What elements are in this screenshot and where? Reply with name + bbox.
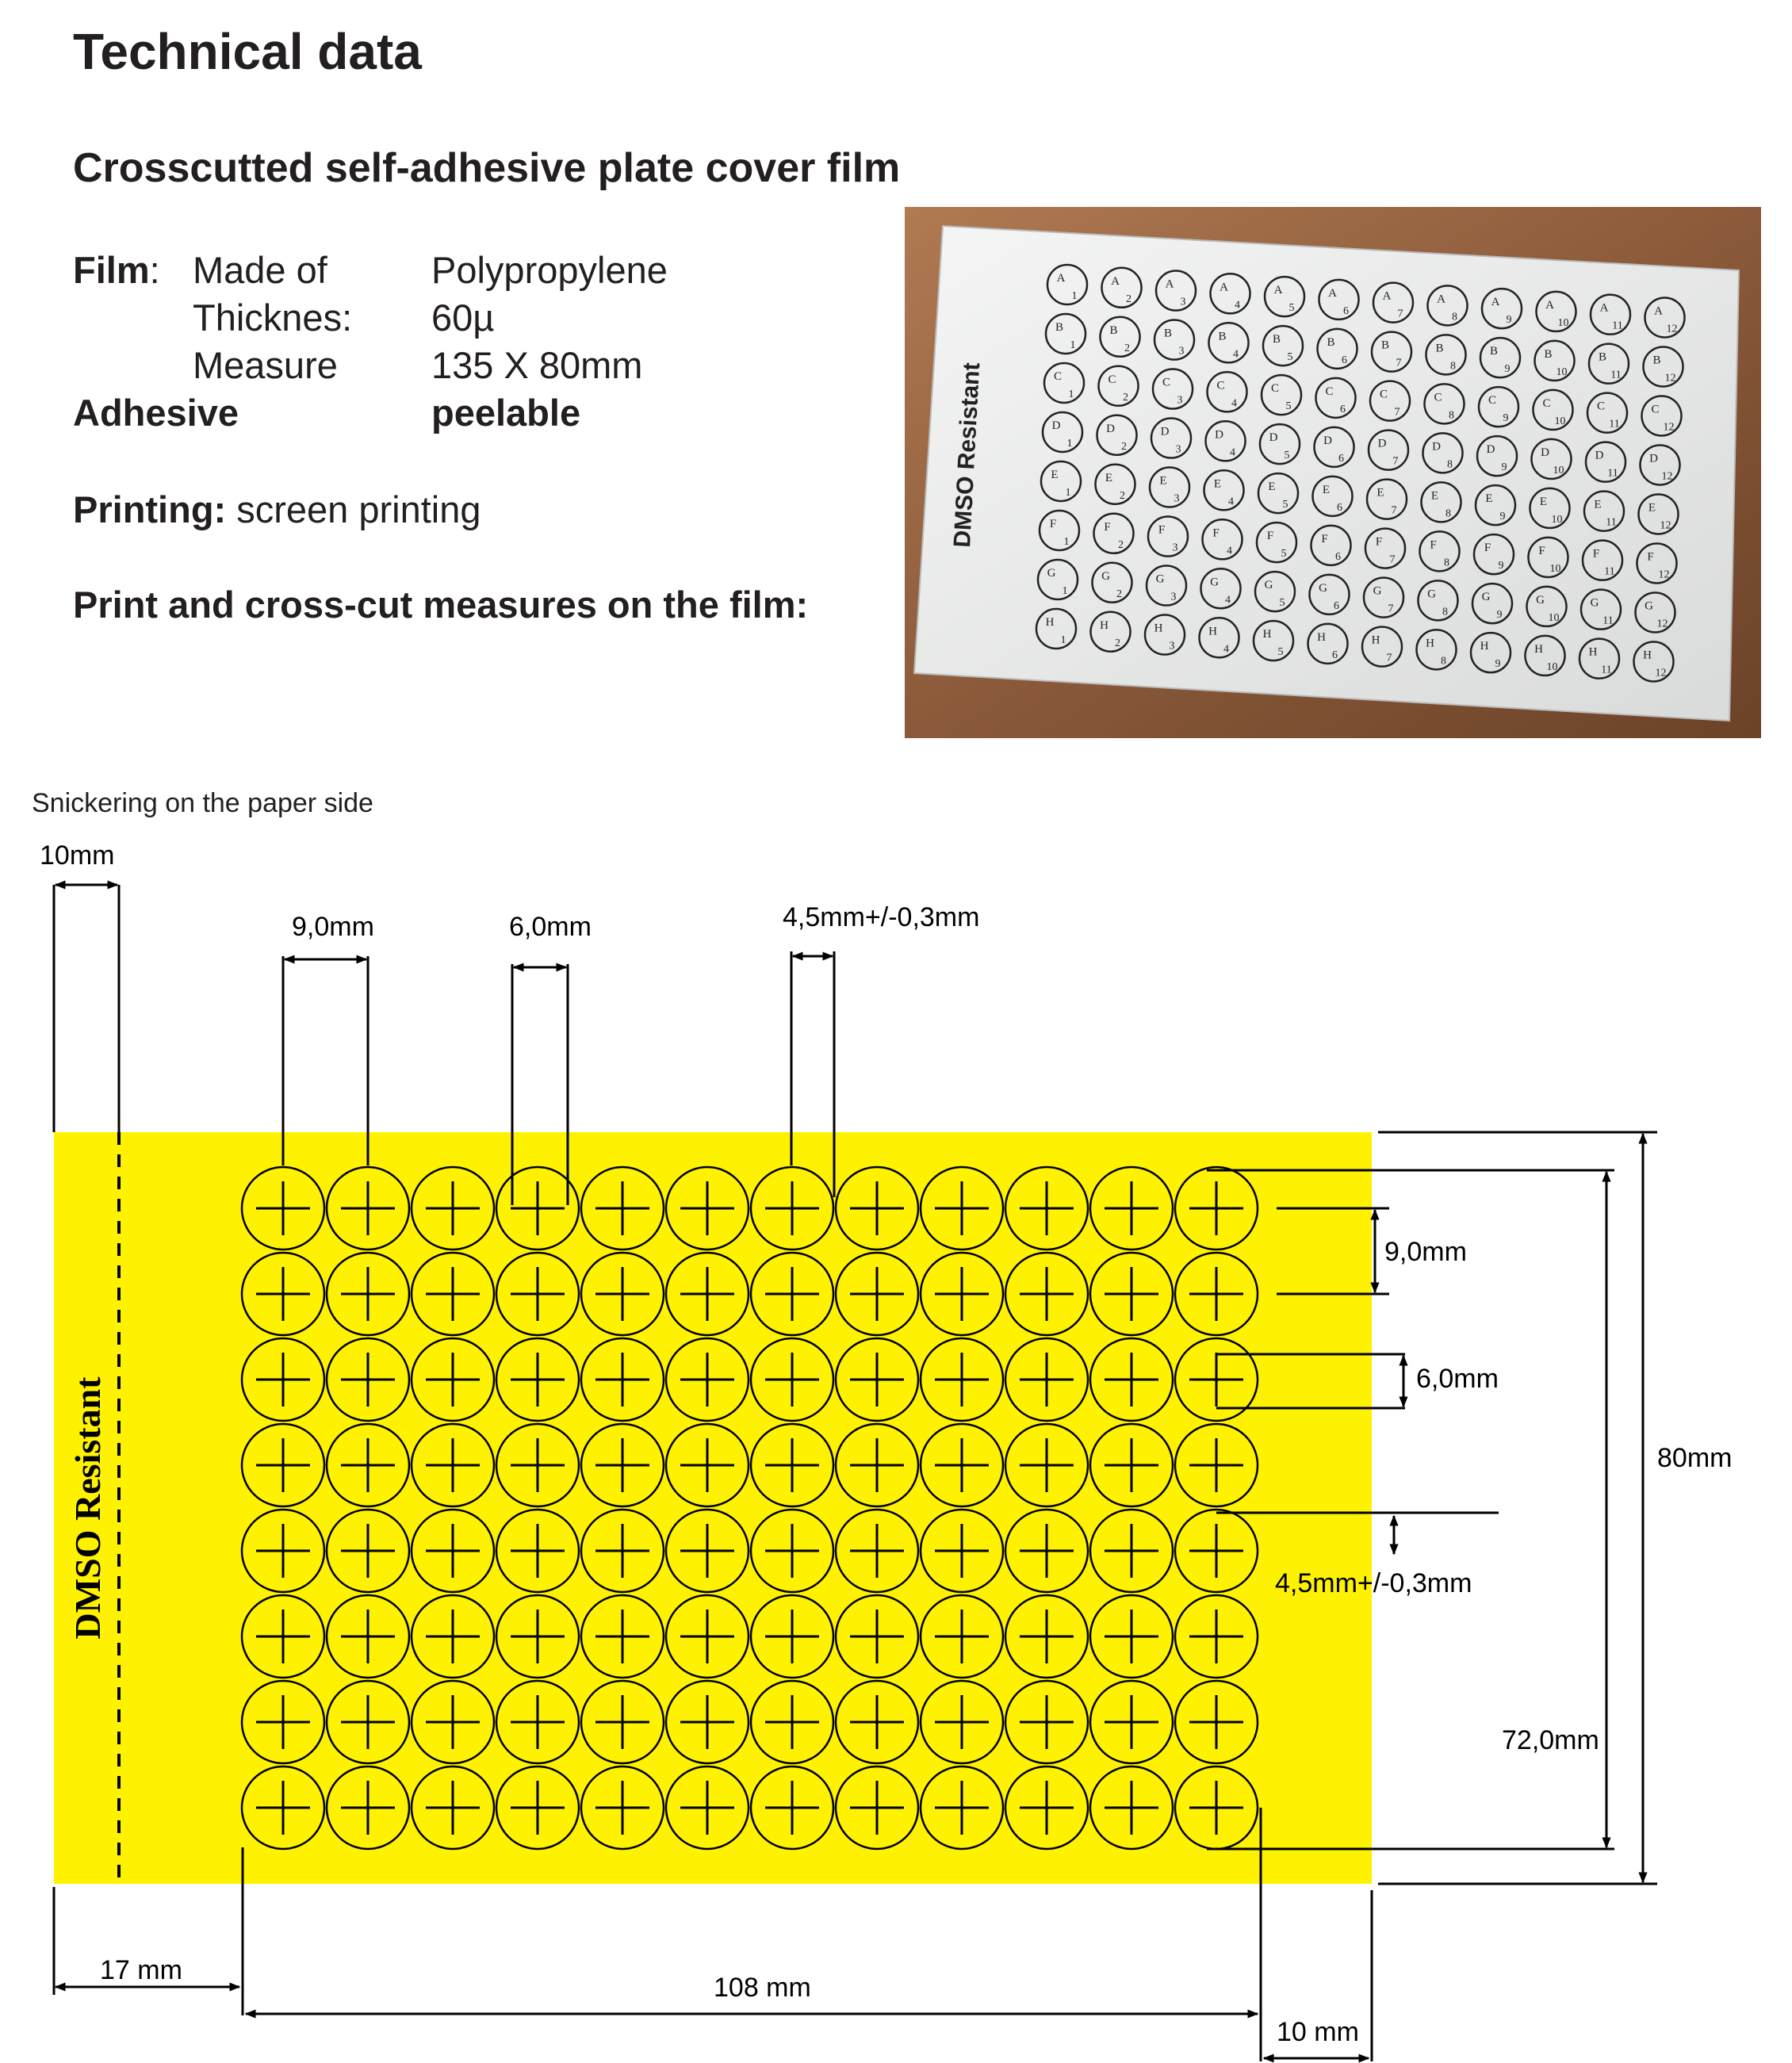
photo-well-row-label: H xyxy=(1588,645,1598,659)
photo-well-column-label: 4 xyxy=(1225,594,1231,607)
photo-well-column-label: 5 xyxy=(1285,400,1292,413)
photo-well-row-label: A xyxy=(1165,277,1174,291)
photo-well-column-label: 11 xyxy=(1601,664,1612,676)
photo-well-row-label: E xyxy=(1322,483,1331,496)
photo-well-column-label: 4 xyxy=(1231,397,1237,410)
photo-well-column-label: 5 xyxy=(1279,597,1285,610)
photo-well-column-label: 2 xyxy=(1124,342,1130,354)
photo-well-row-label: D xyxy=(1215,428,1223,442)
photo-well-row-label: F xyxy=(1592,547,1600,561)
photo-well-column-label: 2 xyxy=(1123,391,1128,404)
photo-well-column-label: 6 xyxy=(1335,550,1341,563)
photo-well-row-label: C xyxy=(1162,376,1171,389)
product-subtitle: Crosscutted self-adhesive plate cover film xyxy=(73,145,901,191)
photo-well-column-label: 3 xyxy=(1174,492,1180,505)
photo-well-row-label: B xyxy=(1055,321,1064,334)
photo-well-column-label: 1 xyxy=(1066,438,1073,450)
photo-well-column-label: 10 xyxy=(1549,562,1561,575)
photo-well-column-label: 9 xyxy=(1503,412,1509,425)
photo-well-column-label: 11 xyxy=(1610,369,1622,381)
dim-pitch-horizontal-label: 9,0mm xyxy=(292,912,374,942)
photo-well-row-label: G xyxy=(1373,584,1382,598)
photo-well-row-label: D xyxy=(1541,446,1549,459)
photo-well-column-label: 6 xyxy=(1332,649,1338,661)
printing-value: screen printing xyxy=(236,488,481,530)
photo-well-row-label: E xyxy=(1213,477,1222,491)
photo-well-row-label: B xyxy=(1435,342,1444,355)
photo-well-row-label: H xyxy=(1154,622,1163,635)
photo-well-column-label: 8 xyxy=(1452,311,1457,323)
photo-well-row-label: C xyxy=(1542,396,1551,410)
photo-well-column-label: 4 xyxy=(1227,545,1232,557)
photo-well-row-label: F xyxy=(1647,550,1654,564)
photo-well-row-label: F xyxy=(1049,518,1057,530)
photo-well-row-label: F xyxy=(1104,520,1111,534)
photo-well-column-label: 6 xyxy=(1338,452,1344,465)
photo-well-row-label: B xyxy=(1598,350,1607,364)
photo-well-column-label: 7 xyxy=(1386,652,1392,664)
thickness-value: 60µ xyxy=(431,297,495,339)
photo-well-row-label: H xyxy=(1262,628,1272,641)
photo-well-row-label: C xyxy=(1108,373,1116,386)
photo-well-row-label: D xyxy=(1269,431,1278,445)
photo-well-column-label: 7 xyxy=(1388,603,1394,615)
photo-well-column-label: 12 xyxy=(1663,421,1675,434)
photo-well-column-label: 5 xyxy=(1282,499,1288,511)
photo-well-row-label: G xyxy=(1264,579,1273,592)
photo-well-row-label: H xyxy=(1534,642,1543,656)
photo-well-row-label: E xyxy=(1594,498,1602,511)
photo-well-column-label: 10 xyxy=(1553,464,1564,477)
photo-well-row-label: D xyxy=(1051,419,1061,432)
photo-well-column-label: 1 xyxy=(1071,290,1078,302)
photo-well-column-label: 5 xyxy=(1281,548,1287,561)
photo-well-column-label: 7 xyxy=(1394,406,1400,419)
photo-well-column-label: 8 xyxy=(1450,360,1456,373)
photo-well-row-label: C xyxy=(1379,388,1388,401)
photo-well-row-label: F xyxy=(1375,535,1383,549)
thickness-label: Thicknes: xyxy=(193,297,353,339)
photo-well-column-label: 11 xyxy=(1607,467,1618,480)
photo-well-row-label: A xyxy=(1437,293,1445,306)
photo-well-row-label: E xyxy=(1051,469,1059,481)
adhesive-value: peelable xyxy=(431,392,581,434)
photo-well-column-label: 9 xyxy=(1501,461,1507,474)
photo-well-row-label: E xyxy=(1159,474,1167,488)
photo-well-row-label: G xyxy=(1210,576,1219,589)
photo-well-row-label: H xyxy=(1371,633,1380,647)
photo-well-row-label: E xyxy=(1539,495,1548,508)
dim-right-margin-label: 10 mm xyxy=(1277,2017,1359,2047)
photo-well-row-label: A xyxy=(1491,296,1500,309)
photo-well-row-label: C xyxy=(1216,379,1225,392)
photo-well-column-label: 8 xyxy=(1445,507,1451,520)
photo-well-column-label: 9 xyxy=(1504,363,1511,376)
photo-well-column-label: 3 xyxy=(1178,345,1185,358)
photo-well-row-label: D xyxy=(1106,422,1115,435)
photo-well-column-label: 1 xyxy=(1065,487,1071,499)
photo-well-column-label: 12 xyxy=(1655,667,1667,679)
photo-well-row-label: H xyxy=(1426,637,1434,650)
photo-well-column-label: 1 xyxy=(1070,339,1076,351)
photo-well-column-label: 10 xyxy=(1556,366,1568,378)
photo-well-row-label: G xyxy=(1155,572,1165,586)
photo-well-column-label: 7 xyxy=(1389,553,1396,566)
photo-well-column-label: 6 xyxy=(1340,403,1346,415)
photo-well-row-label: A xyxy=(1654,304,1663,318)
drawing-side-label: DMSO Resistant xyxy=(67,1376,108,1640)
snickering-note: Snickering on the paper side xyxy=(32,788,373,818)
photo-well-column-label: 5 xyxy=(1287,351,1293,364)
photo-well-column-label: 5 xyxy=(1284,450,1290,462)
photo-well-row-label: E xyxy=(1648,501,1656,515)
dim-grid-width-label: 108 mm xyxy=(714,1973,811,2003)
photo-well-column-label: 2 xyxy=(1115,637,1120,649)
dim-right-margin xyxy=(1264,1890,1372,2061)
photo-well-row-label: C xyxy=(1651,403,1660,416)
dim-snick-width-label: 10mm xyxy=(40,840,115,871)
photo-well-column-label: 3 xyxy=(1170,591,1177,603)
photo-well-column-label: 1 xyxy=(1062,585,1068,597)
photo-well-row-label: C xyxy=(1434,391,1442,404)
photo-well-column-label: 1 xyxy=(1060,634,1066,646)
measure-value: 135 X 80mm xyxy=(431,344,643,386)
photo-well-column-label: 10 xyxy=(1557,316,1569,329)
dim-pitch-vertical-label: 9,0mm xyxy=(1384,1237,1467,1267)
yellow-film xyxy=(54,1132,1372,1884)
made-of-value: Polypropylene xyxy=(431,249,668,291)
photo-well-column-label: 2 xyxy=(1126,293,1131,305)
photo-well-row-label: B xyxy=(1109,323,1118,337)
photo-well-column-label: 11 xyxy=(1612,320,1623,332)
photo-well-column-label: 1 xyxy=(1063,536,1070,548)
photo-well-row-label: H xyxy=(1100,618,1109,632)
film-label: Film xyxy=(73,249,150,291)
photo-well-row-label: F xyxy=(1538,544,1545,557)
photo-well-row-label: G xyxy=(1101,569,1110,583)
photo-well-row-label: F xyxy=(1212,526,1220,540)
photo-well-column-label: 9 xyxy=(1499,511,1506,523)
photo-well-column-label: 3 xyxy=(1180,296,1186,308)
photo-well-row-label: G xyxy=(1645,599,1653,613)
photo-well-row-label: C xyxy=(1596,400,1606,413)
photo-well-column-label: 9 xyxy=(1506,314,1512,327)
photo-well-column-label: 2 xyxy=(1116,588,1122,600)
photo-well-column-label: 10 xyxy=(1551,513,1563,526)
photo-well-row-label: B xyxy=(1380,339,1390,352)
photo-well-column-label: 7 xyxy=(1392,455,1399,468)
photo-well-row-label: F xyxy=(1430,538,1437,552)
photo-well-row-label: A xyxy=(1273,284,1283,297)
photo-well-row-label: D xyxy=(1323,434,1332,447)
photo-well-column-label: 7 xyxy=(1396,357,1402,369)
photo-well-column-label: 4 xyxy=(1235,299,1240,312)
photo-well-column-label: 2 xyxy=(1118,538,1124,551)
photo-well-row-label: H xyxy=(1045,616,1055,629)
photo-well-column-label: 7 xyxy=(1391,504,1397,517)
photo-well-column-label: 3 xyxy=(1177,394,1183,407)
photo-well-row-label: A xyxy=(1220,281,1228,294)
photo-well-row-label: D xyxy=(1486,443,1495,457)
photo-well-column-label: 4 xyxy=(1230,446,1235,459)
photo-well-column-label: 5 xyxy=(1277,646,1284,659)
photo-well-column-label: 12 xyxy=(1660,519,1671,532)
dim-diameter-horizontal-label: 6,0mm xyxy=(509,912,592,942)
photo-well-column-label: 8 xyxy=(1442,606,1448,618)
photo-well-row-label: B xyxy=(1272,333,1281,346)
photo-well-column-label: 8 xyxy=(1441,655,1446,668)
photo-well-column-label: 3 xyxy=(1169,640,1175,653)
photo-well-column-label: 5 xyxy=(1288,302,1295,315)
photo-well-column-label: 3 xyxy=(1175,443,1181,456)
dim-gap-horizontal-label: 4,5mm+/-0,3mm xyxy=(783,902,980,932)
photo-well-column-label: 9 xyxy=(1498,560,1504,572)
dim-diameter-vertical-label: 6,0mm xyxy=(1416,1364,1499,1394)
photo-well-column-label: 6 xyxy=(1342,354,1347,366)
photo-well-column-label: 10 xyxy=(1554,415,1566,427)
photo-well-row-label: B xyxy=(1652,354,1661,367)
dim-snick-width xyxy=(40,840,119,1132)
photo-well-row-label: A xyxy=(1599,301,1609,315)
photo-well-row-label: B xyxy=(1163,327,1173,340)
photo-well-row-label: D xyxy=(1432,440,1441,454)
photo-well-row-label: H xyxy=(1480,640,1489,653)
photo-well-column-label: 4 xyxy=(1228,496,1234,508)
photo-well-column-label: 12 xyxy=(1656,618,1668,630)
photo-well-column-label: 12 xyxy=(1661,470,1673,483)
dim-pitch-horizontal xyxy=(283,912,374,1165)
photo-well-column-label: 2 xyxy=(1120,489,1125,502)
photo-well-column-label: 11 xyxy=(1604,565,1615,578)
photo-well-column-label: 12 xyxy=(1666,323,1678,335)
photo-well-row-label: A xyxy=(1111,274,1120,288)
measure-label: Measure xyxy=(193,344,338,386)
photo-well-row-label: A xyxy=(1545,298,1554,312)
photo-well-row-label: E xyxy=(1105,471,1113,484)
photo-well-column-label: 11 xyxy=(1606,516,1617,529)
photo-well-row-label: D xyxy=(1595,449,1604,462)
adhesive-label: Adhesive xyxy=(73,392,239,434)
photo-well-row-label: B xyxy=(1489,345,1499,358)
printing-label: Printing: xyxy=(73,488,227,530)
photo-well-row-label: G xyxy=(1536,593,1545,607)
dim-film-height-label: 80mm xyxy=(1657,1443,1733,1473)
photo-well-row-label: C xyxy=(1270,382,1280,396)
photo-well-column-label: 11 xyxy=(1609,418,1620,431)
photo-well-column-label: 2 xyxy=(1121,440,1127,453)
photo-well-row-label: H xyxy=(1208,625,1217,638)
photo-well-row-label: G xyxy=(1427,588,1436,601)
photo-well-row-label: D xyxy=(1649,452,1658,465)
photo-well-row-label: E xyxy=(1377,486,1384,499)
photo-well-row-label: B xyxy=(1544,347,1553,361)
photo-well-column-label: 12 xyxy=(1658,568,1670,581)
photo-well-row-label: A xyxy=(1056,272,1066,285)
photo-well-column-label: 4 xyxy=(1223,643,1229,656)
photo-well-row-label: E xyxy=(1430,489,1439,503)
dim-grid-height-label: 72,0mm xyxy=(1502,1725,1599,1755)
photo-well-column-label: 8 xyxy=(1447,458,1453,471)
made-of-label: Made of xyxy=(193,249,327,291)
photo-well-row-label: G xyxy=(1319,581,1327,595)
page-title: Technical data xyxy=(73,23,422,80)
measures-heading: Print and cross-cut measures on the film: xyxy=(73,584,809,626)
photo-well-row-label: A xyxy=(1382,289,1392,303)
photo-well-row-label: B xyxy=(1327,335,1335,349)
photo-well-row-label: F xyxy=(1158,523,1166,537)
photo-well-column-label: 8 xyxy=(1444,557,1449,569)
photo-well-row-label: D xyxy=(1160,425,1170,438)
photo-well-row-label: F xyxy=(1321,532,1328,545)
photo-well-column-label: 9 xyxy=(1496,609,1503,622)
photo-well-row-label: C xyxy=(1053,370,1063,383)
photo-well-column-label: 6 xyxy=(1334,599,1339,612)
photo-well-row-label: C xyxy=(1488,394,1497,408)
film-colon: : xyxy=(149,249,160,291)
photo-well-row-label: H xyxy=(1317,630,1326,644)
photo-well-row-label: G xyxy=(1047,567,1056,580)
photo-well-column-label: 10 xyxy=(1546,660,1558,673)
photo-well-row-label: D xyxy=(1377,437,1387,450)
photo-well-column-label: 12 xyxy=(1664,372,1676,385)
photo-well-row-label: G xyxy=(1481,591,1491,604)
photo-well-column-label: 3 xyxy=(1172,542,1178,554)
photo-well-row-label: A xyxy=(1328,286,1337,300)
photo-well-column-label: 10 xyxy=(1548,611,1560,624)
photo-well-column-label: 9 xyxy=(1495,658,1501,671)
photo-well-row-label: F xyxy=(1266,530,1274,543)
dim-gap-vertical-label: 4,5mm+/-0,3mm xyxy=(1275,1568,1472,1598)
photo-well-row-label: E xyxy=(1485,492,1493,506)
photo-side-label: DMSO Resistant xyxy=(949,362,986,549)
photo-well-row-label: B xyxy=(1218,330,1227,343)
dim-left-margin-label: 17 mm xyxy=(100,1955,182,1985)
photo-well-column-label: 1 xyxy=(1068,388,1074,400)
photo-well-column-label: 6 xyxy=(1343,304,1349,317)
photo-well-row-label: G xyxy=(1590,596,1599,610)
photo-well-column-label: 11 xyxy=(1602,614,1614,627)
photo-well-column-label: 7 xyxy=(1397,308,1403,320)
photo-well-row-label: E xyxy=(1268,480,1276,494)
photo-well-column-label: 6 xyxy=(1337,501,1342,514)
photo-well-column-label: 8 xyxy=(1449,409,1454,422)
photo-well-row-label: C xyxy=(1325,385,1334,398)
photo-well-row-label: H xyxy=(1643,649,1652,662)
photo-well-column-label: 4 xyxy=(1233,348,1239,361)
photo-well-row-label: F xyxy=(1484,542,1491,555)
